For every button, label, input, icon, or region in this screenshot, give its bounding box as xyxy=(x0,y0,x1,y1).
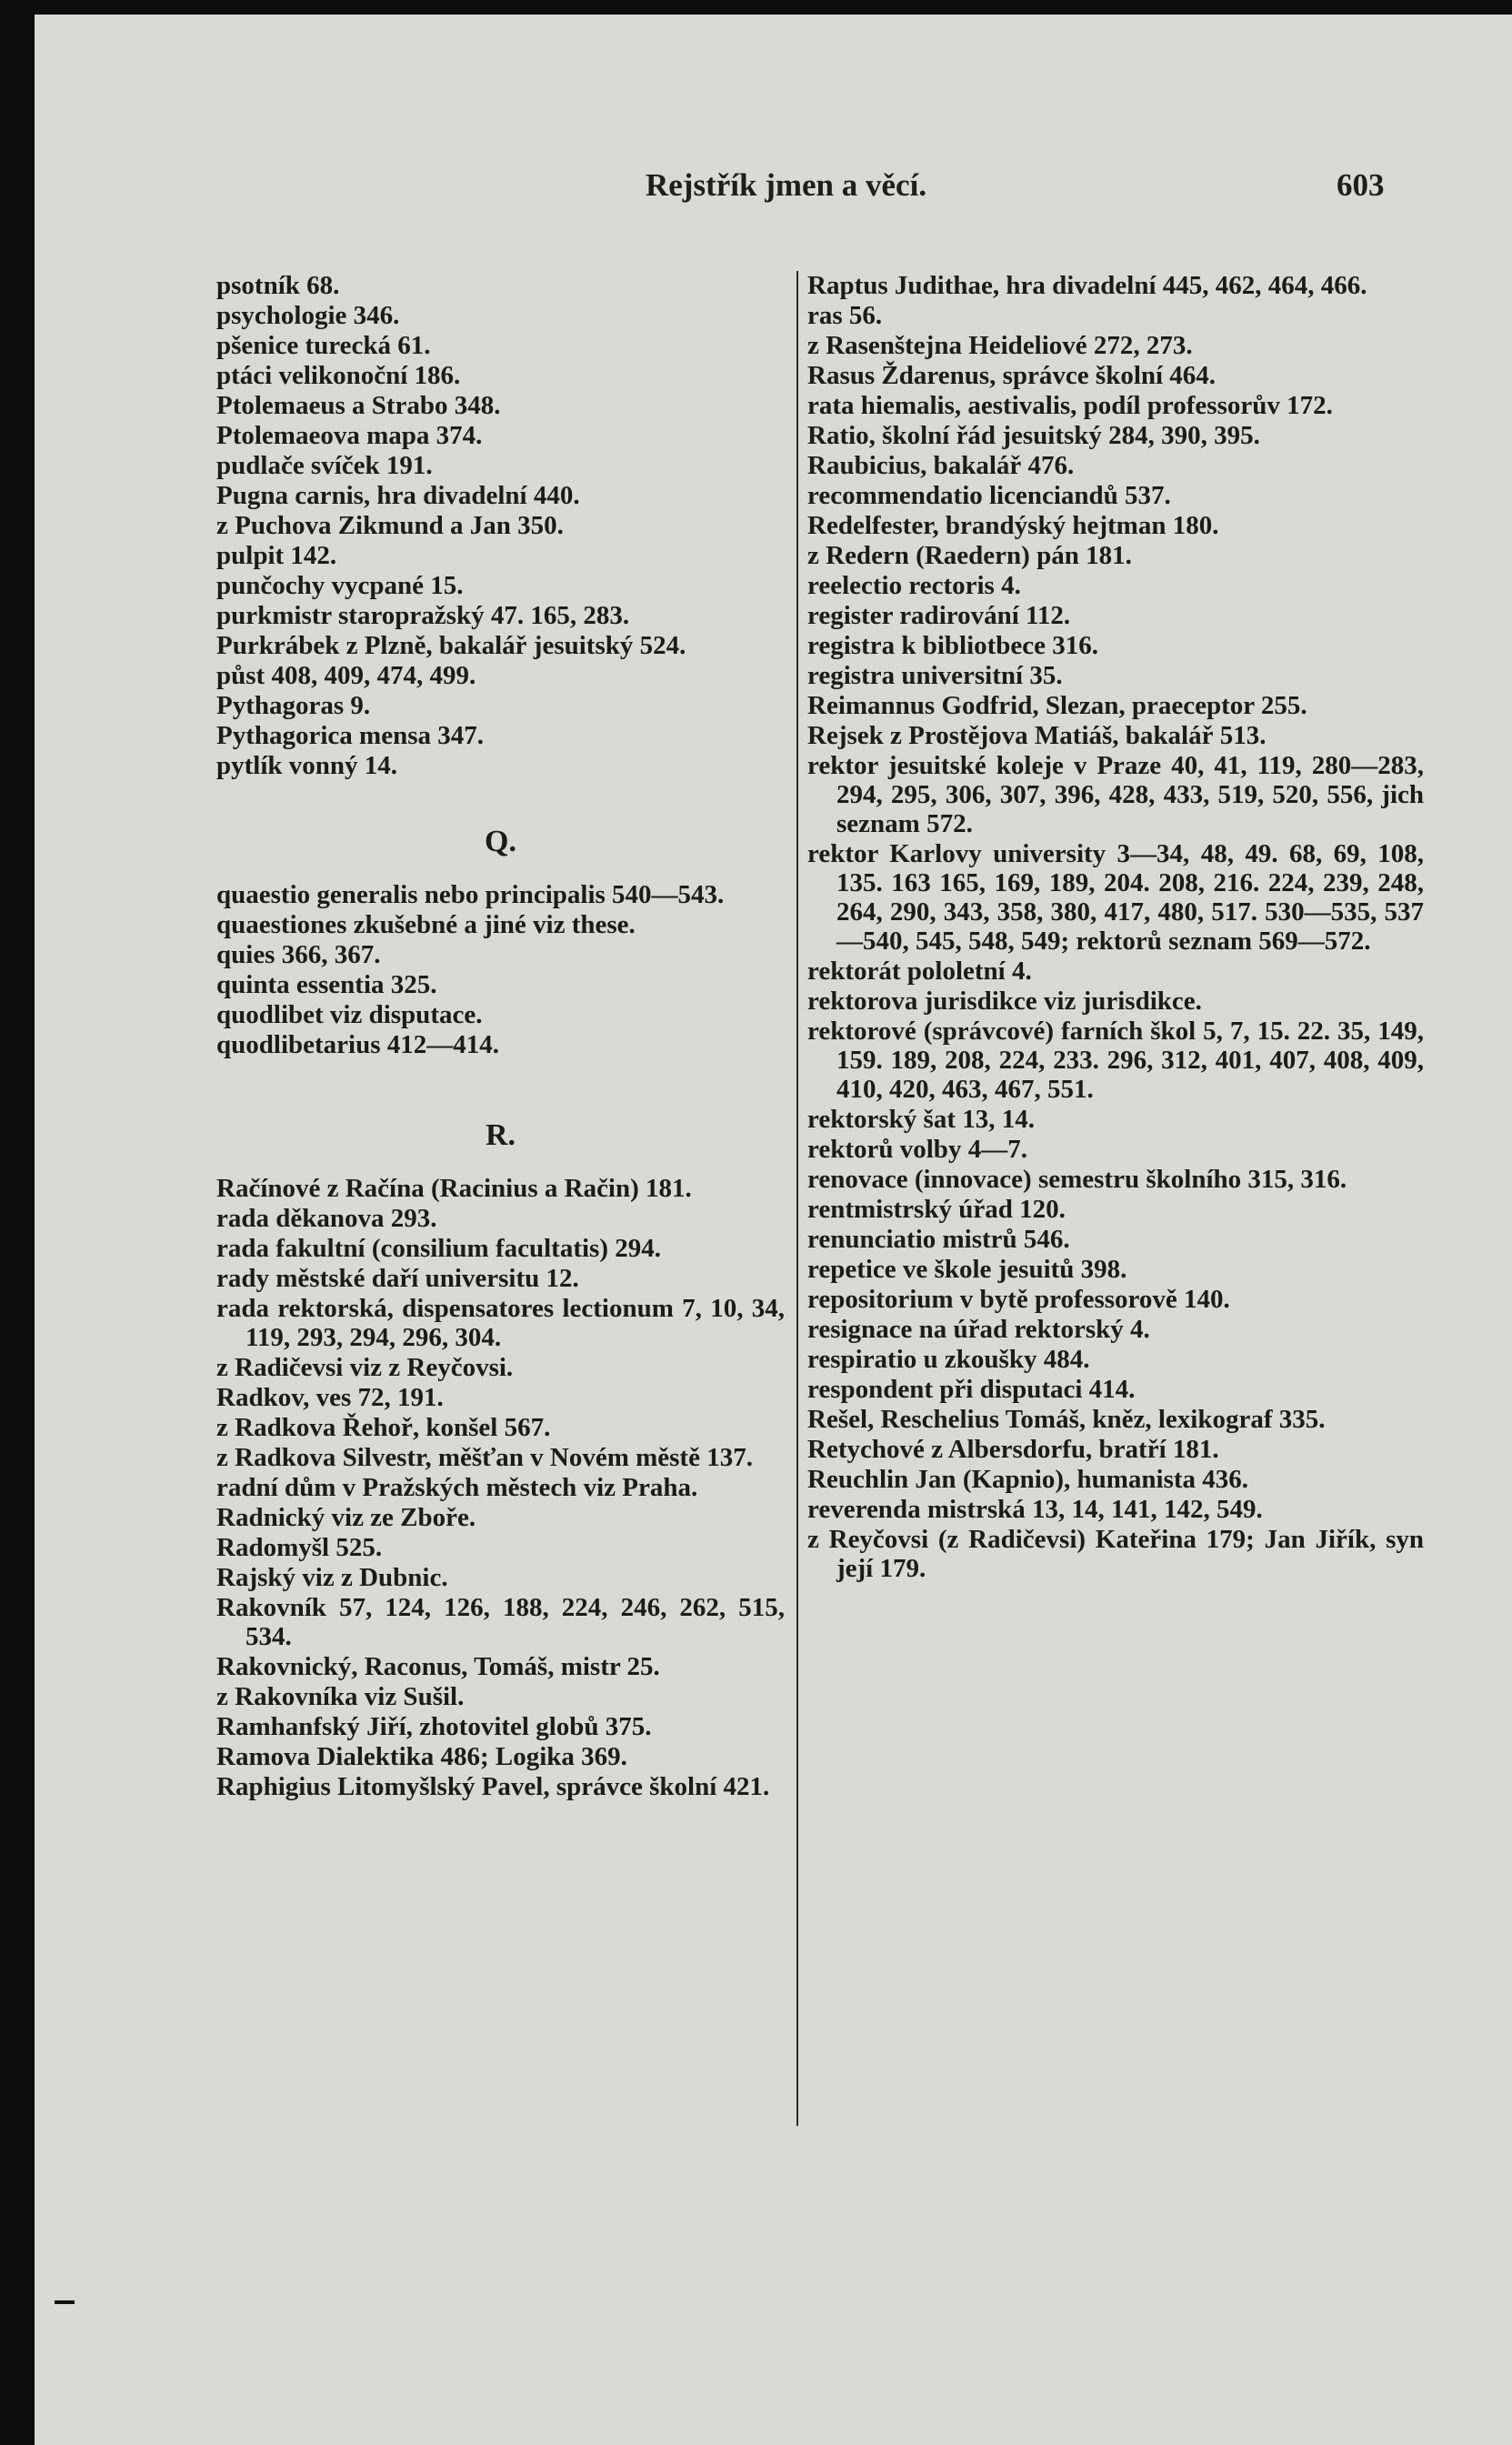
index-entry: respondent při disputaci 414. xyxy=(807,1375,1136,1404)
index-entry: recommendatio licenciandů 537. xyxy=(807,481,1171,510)
index-entry: půst 408, 409, 474, 499. xyxy=(216,661,476,690)
index-entry: Redelfester, brandýský hejtman 180. xyxy=(807,511,1219,540)
index-entry: repositorium v bytě professorově 140. xyxy=(807,1285,1230,1314)
index-entry: respiratio u zkoušky 484. xyxy=(807,1345,1090,1374)
index-entry: quies 366, 367. xyxy=(216,940,381,969)
index-entry: Radomyšl 525. xyxy=(216,1533,383,1562)
index-entry: Ptolemaeus a Strabo 348. xyxy=(216,391,501,420)
index-entry: rektor Karlovy university 3—34, 48, 49. 68, 69, 108, 135. 163 165, 169, 189, 204. 208, 216. 224, 239, 248, 264, 290, 343, 358, 380, 417, 480, 517. 530—535, 537—540, 545, 548, 549; rektorů seznam 569—572. xyxy=(807,839,1424,956)
index-entry: pšenice turecká 61. xyxy=(216,331,431,360)
index-entry: z Radičevsi viz z Reyčovsi. xyxy=(216,1353,514,1382)
index-entry: Raphigius Litomyšlský Pavel, správce školní 421. xyxy=(216,1772,770,1801)
index-entry: Pythagoras 9. xyxy=(216,691,371,720)
index-entry: z Radkova Řehoř, konšel 567. xyxy=(216,1413,551,1442)
index-entry: Pythagorica mensa 347. xyxy=(216,721,484,750)
index-entry: Rasus Ždarenus, správce školní 464. xyxy=(807,361,1217,390)
index-entry: Ramhanfský Jiří, zhotovitel globů 375. xyxy=(216,1712,652,1741)
index-entry: psotník 68. xyxy=(216,271,340,300)
index-entry: Purkrábek z Plzně, bakalář jesuitský 524. xyxy=(216,631,686,660)
index-entry: psychologie 346. xyxy=(216,301,400,330)
left-column xyxy=(216,271,785,1802)
index-entry: radní dům v Pražských městech viz Praha. xyxy=(216,1473,698,1502)
index-entry: z Puchova Zikmund a Jan 350. xyxy=(216,511,564,540)
index-entry: Raptus Judithae, hra divadelní 445, 462, 464, 466. xyxy=(807,271,1367,300)
book-page xyxy=(35,15,1512,2445)
index-entry: repetice ve škole jesuitů 398. xyxy=(807,1255,1127,1284)
index-entry: Radkov, ves 72, 191. xyxy=(216,1383,444,1412)
index-entry: rektorát pololetní 4. xyxy=(807,957,1032,986)
index-entry: rada děkanova 293. xyxy=(216,1204,437,1233)
index-entry: Rejsek z Prostějova Matiáš, bakalář 513. xyxy=(807,721,1267,750)
index-entry: Ramova Dialektika 486; Logika 369. xyxy=(216,1742,627,1771)
index-entry: Retychové z Albersdorfu, bratří 181. xyxy=(807,1435,1219,1464)
index-entry: Rakovnický, Raconus, Tomáš, mistr 25. xyxy=(216,1652,660,1681)
index-entry: z Rakovníka viz Sušil. xyxy=(216,1682,465,1711)
index-entry: Reuchlin Jan (Kapnio), humanista 436. xyxy=(807,1465,1249,1494)
index-entry: z Radkova Silvestr, měšťan v Novém městě 137. xyxy=(216,1443,753,1472)
index-entry: reelectio rectoris 4. xyxy=(807,571,1021,600)
column-divider xyxy=(796,271,798,2126)
index-entry: quodlibetarius 412—414. xyxy=(216,1030,499,1059)
index-entry: rentmistrský úřad 120. xyxy=(807,1195,1066,1224)
index-entry: z Redern (Raedern) pán 181. xyxy=(807,541,1132,570)
entries-q xyxy=(216,880,785,1059)
index-entry: rady městské daří universitu 12. xyxy=(216,1264,579,1293)
index-entry: Radnický viz ze Zboře. xyxy=(216,1503,476,1532)
page-header xyxy=(35,167,1512,213)
index-entry: rektor jesuitské koleje v Praze 40, 41, 119, 280—283, 294, 295, 306, 307, 396, 428, 433, 519, 520, 556, jich seznam 572. xyxy=(807,751,1424,838)
section-heading-r: R. xyxy=(485,1118,516,1152)
index-entry: pytlík vonný 14. xyxy=(216,751,398,780)
index-entry: quinta essentia 325. xyxy=(216,970,437,999)
index-entry: quaestiones zkušebné a jiné viz these. xyxy=(216,910,636,939)
index-entry: Rešel, Reschelius Tomáš, kněz, lexikograf 335. xyxy=(807,1405,1326,1434)
index-entry: Ratio, školní řád jesuitský 284, 390, 395. xyxy=(807,421,1260,450)
index-entry: Rajský viz z Dubnic. xyxy=(216,1563,448,1592)
entries-r xyxy=(216,1174,785,1801)
index-entry: rektorové (správcové) farních škol 5, 7, 15. 22. 35, 149, 159. 189, 208, 224, 233. 296, 312, 401, 407, 408, 409, 410, 420, 463, 467, 551. xyxy=(807,1017,1424,1104)
index-entry: Reimannus Godfrid, Slezan, praeceptor 255. xyxy=(807,691,1307,720)
page-number: 603 xyxy=(1337,167,1385,203)
index-entry: renovace (innovace) semestru školního 315, 316. xyxy=(807,1165,1347,1194)
entries-p xyxy=(216,271,785,780)
index-entry: punčochy vycpané 15. xyxy=(216,571,464,600)
right-column xyxy=(807,271,1424,1584)
index-entry: registra universitní 35. xyxy=(807,661,1063,690)
index-entry: z Rasenštejna Heideliové 272, 273. xyxy=(807,331,1193,360)
index-entry: Račínové z Račína (Racinius a Račin) 181. xyxy=(216,1174,692,1203)
index-entry: rektorský šat 13, 14. xyxy=(807,1105,1035,1134)
index-entry: purkmistr staropražský 47. 165, 283. xyxy=(216,601,630,630)
index-entry: quodlibet viz disputace. xyxy=(216,1000,483,1029)
index-entry: ras 56. xyxy=(807,301,883,330)
section-heading-q: Q. xyxy=(485,825,516,858)
index-entry: quaestio generalis nebo principalis 540—543. xyxy=(216,880,725,909)
index-entry: resignace na úřad rektorský 4. xyxy=(807,1315,1150,1344)
index-entry: reverenda mistrská 13, 14, 141, 142, 549. xyxy=(807,1495,1263,1524)
index-entry: pulpit 142. xyxy=(216,541,337,570)
index-entry: rektorů volby 4—7. xyxy=(807,1135,1027,1164)
running-title: Rejstřík jmen a věcí. xyxy=(646,167,927,203)
index-entry: pudlače svíček 191. xyxy=(216,451,433,480)
index-entry: Rakovník 57, 124, 126, 188, 224, 246, 262, 515, 534. xyxy=(216,1593,785,1651)
index-entry: registra k bibliotbece 316. xyxy=(807,631,1099,660)
entries-right xyxy=(807,271,1424,1583)
index-entry: Raubicius, bakalář 476. xyxy=(807,451,1075,480)
index-entry: rada fakultní (consilium facultatis) 294. xyxy=(216,1234,661,1263)
index-entry: Pugna carnis, hra divadelní 440. xyxy=(216,481,580,510)
index-entry: Ptolemaeova mapa 374. xyxy=(216,421,483,450)
index-entry: register radirování 112. xyxy=(807,601,1071,630)
index-entry: z Reyčovsi (z Radičevsi) Kateřina 179; Jan Jiřík, syn její 179. xyxy=(807,1525,1424,1583)
index-entry: renunciatio mistrů 546. xyxy=(807,1225,1070,1254)
index-entry: ptáci velikonoční 186. xyxy=(216,361,461,390)
index-entry: rada rektorská, dispensatores lectionum 7, 10, 34, 119, 293, 294, 296, 304. xyxy=(216,1294,785,1352)
index-entry: rata hiemalis, aestivalis, podíl professorův 172. xyxy=(807,391,1333,420)
scan-edge-mark xyxy=(55,2300,75,2304)
index-entry: rektorova jurisdikce viz jurisdikce. xyxy=(807,987,1202,1016)
